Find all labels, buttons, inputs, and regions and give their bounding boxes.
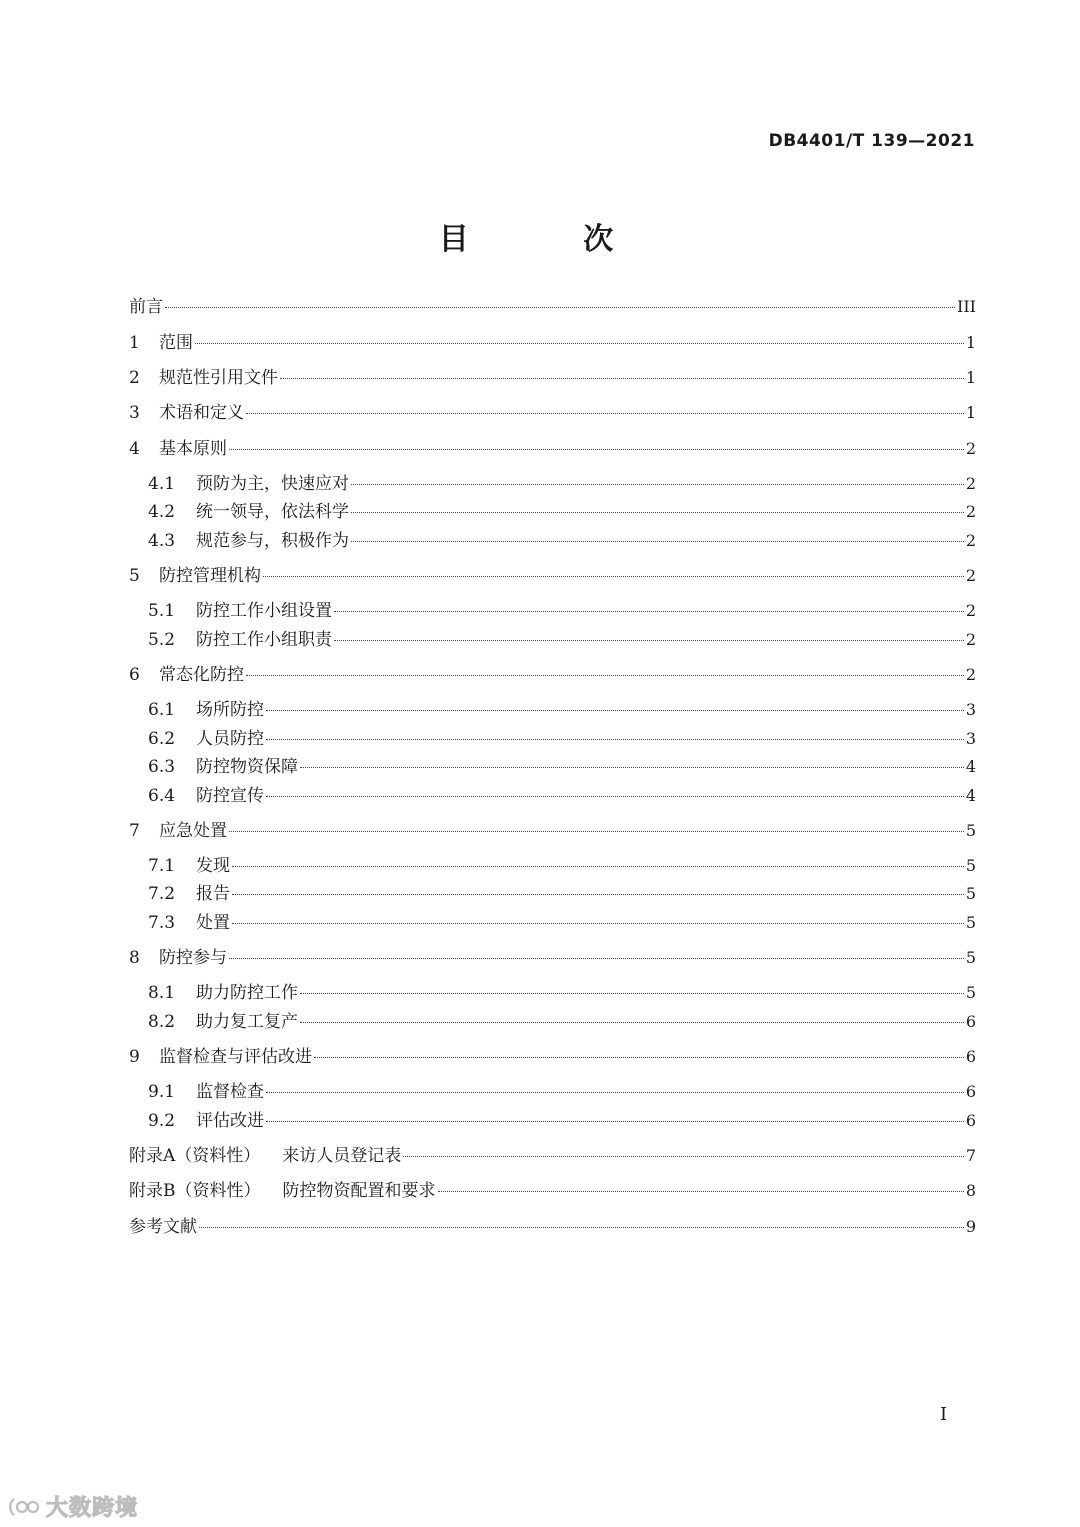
toc-entry[interactable] [148, 529, 976, 553]
toc-entry[interactable] [148, 500, 976, 524]
toc-entry-number: 6.3 [148, 757, 176, 777]
toc-entry-label: 防控工作小组设置 [196, 601, 332, 621]
toc-dot-leader [334, 640, 964, 641]
watermark [8, 1491, 138, 1522]
toc-dot-leader [199, 1227, 964, 1228]
toc-dot-leader [229, 958, 964, 959]
watermark-text: 大数跨境 [46, 1496, 139, 1521]
toc-entry-label: 处置 [196, 913, 230, 933]
toc-entry[interactable] [129, 1144, 976, 1168]
toc-entry[interactable] [148, 628, 976, 652]
toc-dot-leader [229, 831, 964, 832]
toc-entry-page: 2 [965, 474, 976, 493]
toc-entry-number: 5 [129, 566, 140, 586]
toc-dot-leader [266, 739, 964, 740]
toc-dot-leader [314, 1057, 964, 1058]
toc-entry-number: 7.3 [148, 913, 176, 933]
toc-entry[interactable] [148, 854, 976, 878]
toc-entry-page: 7 [965, 1146, 976, 1165]
toc-entry-number: 2 [129, 368, 140, 388]
toc-entry-number: 9.2 [148, 1111, 176, 1131]
document-code: DB4401/T 139—2021 [768, 131, 975, 151]
toc-dot-leader [351, 484, 964, 485]
toc-entry[interactable] [129, 295, 976, 319]
toc-entry-label: 预防为主，快速应对 [196, 474, 349, 494]
toc-entry-number: 6.1 [148, 700, 176, 720]
toc-entry-number: 8.2 [148, 1012, 176, 1032]
toc-entry-label: 基本原则 [159, 439, 227, 459]
toc-entry-number: 3 [129, 403, 140, 423]
toc-entry[interactable] [148, 755, 976, 779]
toc-dot-leader [351, 512, 964, 513]
toc-entry-number: 1 [129, 333, 140, 353]
toc-entry-number: 6 [129, 665, 140, 685]
toc-entry-page: 5 [965, 948, 976, 967]
toc-dot-leader [300, 767, 964, 768]
toc-entry-page: 2 [965, 665, 976, 684]
toc-entry-page: 5 [965, 856, 976, 875]
toc-entry-label: 防控工作小组职责 [196, 630, 332, 650]
toc-entry-page: 4 [965, 757, 976, 776]
toc-entry[interactable] [129, 366, 976, 390]
toc-entry-page: 2 [965, 601, 976, 620]
toc-entry-label: 人员防控 [196, 729, 264, 749]
toc-entry-label: 发现 [196, 856, 230, 876]
toc-entry-number: 6.2 [148, 729, 176, 749]
toc-entry[interactable] [148, 698, 976, 722]
toc-dot-leader [232, 923, 964, 924]
toc-entry-number: 8.1 [148, 983, 176, 1003]
toc-entry-page: 3 [965, 700, 976, 719]
toc-entry-number: 7.1 [148, 856, 176, 876]
toc-entry-page: 1 [965, 368, 976, 387]
toc-entry-number: 9.1 [148, 1082, 176, 1102]
toc-entry[interactable] [148, 1010, 976, 1034]
toc-dot-leader [263, 576, 964, 577]
toc-dot-leader [300, 1022, 964, 1023]
toc-entry[interactable] [148, 727, 976, 751]
toc-entry-number: 附录A（资料性） [129, 1146, 261, 1166]
toc-dot-leader [280, 378, 964, 379]
toc-dot-leader [266, 1121, 964, 1122]
toc-entry-page: 2 [965, 566, 976, 585]
toc-entry-label: 监督检查与评估改进 [159, 1047, 312, 1067]
toc-dot-leader [246, 675, 964, 676]
toc-entry-label: 场所防控 [196, 700, 264, 720]
toc-entry-page: 6 [965, 1012, 976, 1031]
toc-entry[interactable] [148, 599, 976, 623]
toc-entry-page: 5 [965, 983, 976, 1002]
toc-entry-number: 4.2 [148, 502, 176, 522]
toc-dot-leader [229, 449, 964, 450]
toc-entry[interactable] [148, 981, 976, 1005]
toc-entry[interactable] [129, 1045, 976, 1069]
toc-entry-page: 6 [965, 1111, 976, 1130]
toc-entry[interactable] [129, 946, 976, 970]
toc-entry-label: 防控宣传 [196, 786, 264, 806]
toc-dot-leader [165, 307, 955, 308]
toc-entry-number: 5.2 [148, 630, 176, 650]
toc-entry-number: 4.3 [148, 531, 176, 551]
toc-entry[interactable] [148, 472, 976, 496]
toc-entry-label: 防控参与 [159, 948, 227, 968]
toc-entry-page: 3 [965, 729, 976, 748]
toc-entry[interactable] [129, 331, 976, 355]
toc-entry-label: 参考文献 [129, 1217, 197, 1237]
toc-dot-leader [266, 796, 964, 797]
toc-entry[interactable] [148, 911, 976, 935]
toc-entry-page: 5 [965, 913, 976, 932]
toc-entry-page: 2 [965, 502, 976, 521]
toc-dot-leader [232, 866, 964, 867]
toc-entry-label: 报告 [196, 884, 230, 904]
toc-dot-leader [438, 1191, 964, 1192]
toc-entry-label: 助力防控工作 [196, 983, 298, 1003]
toc-entry-page: 6 [965, 1082, 976, 1101]
toc-entry-label: 规范参与，积极作为 [196, 531, 349, 551]
toc-entry-number: 6.4 [148, 786, 176, 806]
toc-entry-number: 7 [129, 821, 140, 841]
toc-entry-label: 常态化防控 [159, 665, 244, 685]
toc-entry[interactable] [129, 1215, 976, 1239]
toc-entry-label: 防控物资保障 [196, 757, 298, 777]
toc-entry-number: 4 [129, 439, 140, 459]
toc-entry-number: 7.2 [148, 884, 176, 904]
toc-entry-label: 防控物资配置和要求 [282, 1181, 436, 1201]
toc-entry-label: 监督检查 [196, 1082, 264, 1102]
toc-entry-page: 4 [965, 786, 976, 805]
toc-entry-label: 评估改进 [196, 1111, 264, 1131]
toc-dot-leader [351, 541, 964, 542]
toc-entry[interactable] [148, 882, 976, 906]
toc-entry[interactable] [148, 1109, 976, 1133]
toc-entry[interactable] [129, 819, 976, 843]
toc-entry-page: III [957, 297, 976, 316]
toc-entry-page: 2 [965, 630, 976, 649]
toc-entry[interactable] [129, 401, 976, 425]
toc-entry-label: 术语和定义 [159, 403, 244, 423]
toc-entry-page: 2 [965, 439, 976, 458]
toc-entry[interactable] [129, 564, 976, 588]
toc-entry[interactable] [129, 437, 976, 461]
toc-entry-number: 附录B（资料性） [129, 1181, 261, 1201]
toc-entry-label: 范围 [159, 333, 193, 353]
toc-dot-leader [195, 343, 964, 344]
toc-entry-page: 1 [965, 333, 976, 352]
toc-entry-page: 9 [965, 1217, 976, 1236]
toc-entry-page: 5 [965, 884, 976, 903]
toc-entry[interactable] [148, 784, 976, 808]
toc-entry-label: 来访人员登记表 [282, 1146, 402, 1166]
toc-dot-leader [266, 1092, 964, 1093]
toc-entry[interactable] [148, 1080, 976, 1104]
toc-entry-number: 8 [129, 948, 140, 968]
toc-entry-page: 2 [965, 531, 976, 550]
toc-entry[interactable] [129, 663, 976, 687]
page-number: I [940, 1404, 948, 1425]
toc-dot-leader [232, 894, 964, 895]
toc-entry-number: 9 [129, 1047, 140, 1067]
page-title: 目 次 [438, 222, 666, 257]
toc-dot-leader [266, 710, 964, 711]
toc-entry-number: 5.1 [148, 601, 176, 621]
toc-dot-leader [300, 993, 964, 994]
toc-entry-label: 规范性引用文件 [159, 368, 278, 388]
toc-entry-label: 助力复工复产 [196, 1012, 298, 1032]
toc-dot-leader [246, 413, 964, 414]
toc-entry-label: 防控管理机构 [159, 566, 261, 586]
brand-logo-icon [8, 1495, 42, 1519]
toc-entry-page: 1 [965, 403, 976, 422]
toc-entry-page: 8 [965, 1181, 976, 1200]
toc-entry-label: 前言 [129, 297, 163, 317]
toc-entry[interactable] [129, 1179, 976, 1203]
toc-entry-label: 统一领导，依法科学 [196, 502, 349, 522]
toc-entry-label: 应急处置 [159, 821, 227, 841]
toc-entry-number: 4.1 [148, 474, 176, 494]
toc-dot-leader [334, 611, 964, 612]
toc-dot-leader [403, 1156, 964, 1157]
toc-entry-page: 5 [965, 821, 976, 840]
toc-entry-page: 6 [965, 1047, 976, 1066]
